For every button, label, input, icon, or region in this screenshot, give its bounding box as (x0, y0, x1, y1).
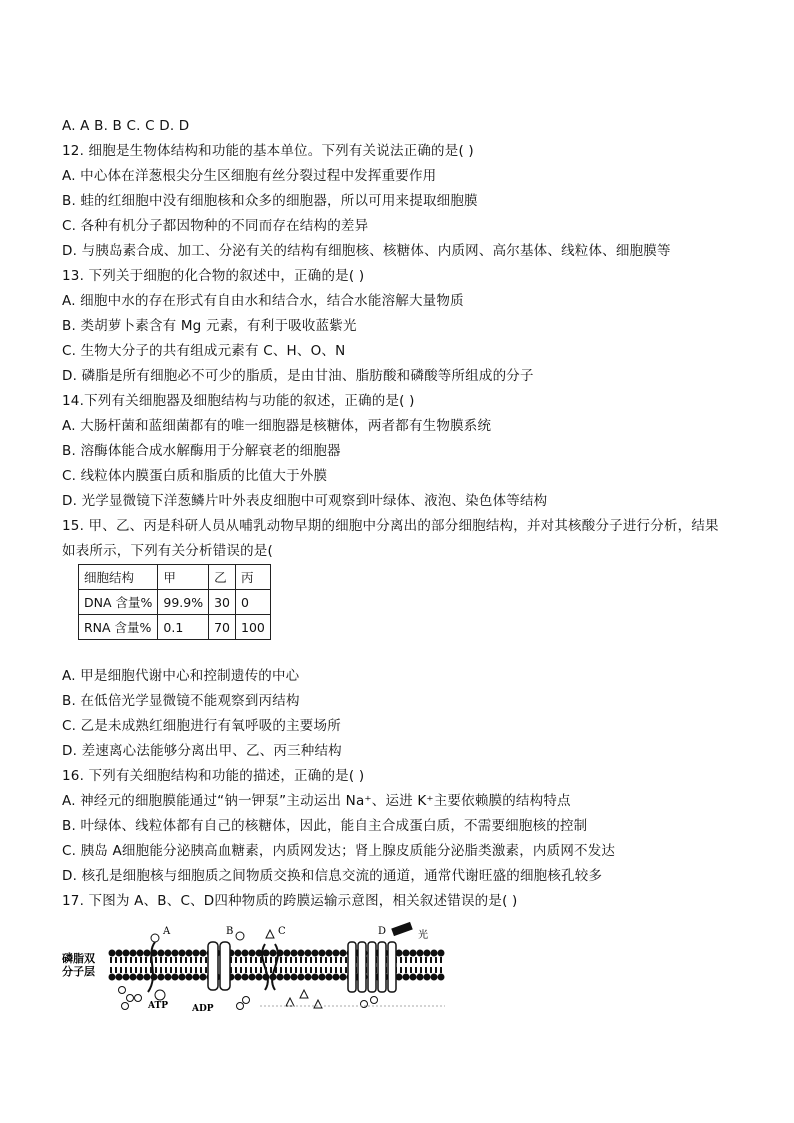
phospholipid-head (438, 974, 444, 980)
table-header-cell: 甲 (158, 565, 209, 590)
phospholipid-head (277, 974, 283, 980)
option-c: C. 各种有机分子都因物种的不同而存在结构的差异 (62, 218, 369, 234)
phospholipid-head (242, 950, 248, 956)
energy-circle (155, 990, 165, 1000)
phospholipid-head (137, 950, 143, 956)
molecule-b (237, 1003, 244, 1010)
channel-protein-b (208, 942, 218, 990)
membrane-transport-diagram (60, 920, 450, 1012)
phospholipid-head (172, 950, 178, 956)
question-15-cont: 如表所示，下列有关分析错误的是( (62, 543, 273, 559)
phospholipid-head (431, 950, 437, 956)
light-beam (391, 922, 413, 936)
option-b: B. 溶酶体能合成水解酶用于分解衰老的细胞器 (62, 443, 341, 459)
label-adp: ADP (192, 1004, 214, 1012)
phospholipid-head (186, 974, 192, 980)
table-header-cell: 细胞结构 (79, 565, 158, 590)
phospholipid-head (123, 974, 129, 980)
question-16: 16. 下列有关细胞结构和功能的描述，正确的是( ) (62, 768, 365, 784)
phospholipid-head (165, 950, 171, 956)
table-cell: 0.1 (158, 615, 209, 640)
membrane-label: 分子层 (62, 965, 95, 978)
question-13: 13. 下列关于细胞的化合物的叙述中，正确的是( ) (62, 268, 365, 284)
question-17: 17. 下图为 A、B、C、D四种物质的跨膜运输示意图，相关叙述错误的是( ) (62, 893, 518, 909)
molecule-c (286, 998, 294, 1006)
phospholipid-head (417, 950, 423, 956)
phospholipid-head (186, 950, 192, 956)
molecule-a (135, 995, 142, 1002)
molecule-b (243, 997, 250, 1004)
label-b: B (226, 926, 234, 937)
phospholipid-head (116, 974, 122, 980)
molecule-a (151, 934, 159, 942)
phospholipid-head (403, 974, 409, 980)
option-b: B. 蛙的红细胞中没有细胞核和众多的细胞器，所以可用来提取细胞膜 (62, 193, 478, 209)
text-line: A. A B. B C. C D. D (62, 118, 190, 134)
phospholipid-head (284, 974, 290, 980)
label-c: C (278, 926, 286, 937)
phospholipid-head (333, 950, 339, 956)
table-cell: DNA 含量% (79, 590, 158, 615)
phospholipid-head (424, 950, 430, 956)
molecule-b (236, 932, 244, 940)
phospholipid-head (256, 950, 262, 956)
phospholipid-head (396, 950, 402, 956)
molecule-c (314, 1000, 322, 1008)
phospholipid-head (319, 950, 325, 956)
phospholipid-head (326, 950, 332, 956)
option-a: A. 细胞中水的存在形式有自由水和结合水，结合水能溶解大量物质 (62, 293, 464, 309)
phospholipid-head (179, 974, 185, 980)
phospholipid-head (312, 950, 318, 956)
phospholipid-head (172, 974, 178, 980)
question-12: 12. 细胞是生物体结构和功能的基本单位。下列有关说法正确的是( ) (62, 143, 474, 159)
phospholipid-head (165, 974, 171, 980)
phospholipid-head (291, 950, 297, 956)
phospholipid-head (249, 950, 255, 956)
phospholipid-head (235, 974, 241, 980)
table-cell: 70 (209, 615, 236, 640)
phospholipid-head (144, 974, 150, 980)
table-cell: 100 (236, 615, 271, 640)
phospholipid-head (438, 950, 444, 956)
phospholipid-head (130, 974, 136, 980)
membrane-label: 磷脂双 (62, 952, 95, 965)
phospholipid-head (256, 974, 262, 980)
phospholipid-head (396, 974, 402, 980)
phospholipid-head (403, 950, 409, 956)
phospholipid-head (410, 974, 416, 980)
carrier-protein-a (148, 942, 155, 992)
phospholipid-head (284, 950, 290, 956)
label-d: D (378, 926, 387, 937)
phospholipid-head (109, 950, 115, 956)
option-a: A. 大肠杆菌和蓝细菌都有的唯一细胞器是核糖体，两者都有生物膜系统 (62, 418, 492, 434)
label-light: 光 (418, 930, 428, 941)
option-a: A. 神经元的细胞膜能通过“钠一钾泵”主动运出 Na⁺、运进 K⁺主要依赖膜的结构特点 (62, 793, 571, 809)
phospholipid-head (193, 950, 199, 956)
table-row (79, 590, 271, 615)
phospholipid-head (200, 950, 206, 956)
option-c: C. 胰岛 A细胞能分泌胰高血糖素，内质网发达；肾上腺皮质能分泌脂类激素，内质网不发达 (62, 843, 616, 859)
molecule-a (119, 987, 126, 994)
protein-complex-d (348, 942, 396, 992)
phospholipid-head (109, 974, 115, 980)
molecule-d (371, 997, 378, 1004)
table-cell: RNA 含量% (79, 615, 158, 640)
phospholipid-head (158, 974, 164, 980)
table-cell: 0 (236, 590, 271, 615)
option-d: D. 差速离心法能够分离出甲、乙、丙三种结构 (62, 743, 342, 759)
phospholipid-head (137, 974, 143, 980)
phospholipid-head (200, 974, 206, 980)
table-header-cell: 乙 (209, 565, 236, 590)
molecule-c (266, 930, 274, 938)
phospholipid-head (123, 950, 129, 956)
label-a: A (163, 926, 171, 937)
table-header-cell: 丙 (236, 565, 271, 590)
phospholipid-head (291, 974, 297, 980)
phospholipid-head (298, 950, 304, 956)
table-header-row (79, 565, 271, 590)
phospholipid-head (305, 974, 311, 980)
phospholipid-head (417, 974, 423, 980)
table-cell: 99.9% (158, 590, 209, 615)
option-c: C. 生物大分子的共有组成元素有 C、H、O、N (62, 343, 346, 359)
phospholipid-head (305, 950, 311, 956)
phospholipid-head (116, 950, 122, 956)
phospholipid-head (193, 974, 199, 980)
nucleic-acid-table (78, 564, 271, 640)
molecule-a (127, 995, 134, 1002)
option-d: D. 核孔是细胞核与细胞质之间物质交换和信息交流的通道，通常代谢旺盛的细胞核孔较多 (62, 868, 603, 884)
option-d: D. 光学显微镜下洋葱鳞片叶外表皮细胞中可观察到叶绿体、液泡、染色体等结构 (62, 493, 548, 509)
option-b: B. 类胡萝卜素含有 Mg 元素，有利于吸收蓝紫光 (62, 318, 357, 334)
molecule-c (300, 990, 308, 998)
phospholipid-head (312, 974, 318, 980)
phospholipid-head (130, 950, 136, 956)
phospholipid-head (424, 974, 430, 980)
phospholipid-head (158, 950, 164, 956)
phospholipid-head (270, 950, 276, 956)
phospholipid-head (333, 974, 339, 980)
phospholipid-head (179, 950, 185, 956)
question-15: 15. 甲、乙、丙是科研人员从哺乳动物早期的细胞中分离出的部分细胞结构，并对其核酸分子进行分析，结果 (62, 518, 719, 534)
table-cell: 30 (209, 590, 236, 615)
phospholipid-head (410, 950, 416, 956)
phospholipid-head (242, 974, 248, 980)
option-a: A. 中心体在洋葱根尖分生区细胞有丝分裂过程中发挥重要作用 (62, 168, 437, 184)
option-c: C. 线粒体内膜蛋白质和脂质的比值大于外膜 (62, 468, 328, 484)
phospholipid-head (319, 974, 325, 980)
phospholipid-head (263, 950, 269, 956)
option-b: B. 叶绿体、线粒体都有自己的核糖体，因此，能自主合成蛋白质，不需要细胞核的控制 (62, 818, 588, 834)
molecule-a (122, 1003, 129, 1010)
channel-protein-b (220, 942, 230, 990)
option-b: B. 在低倍光学显微镜不能观察到丙结构 (62, 693, 300, 709)
phospholipid-head (298, 974, 304, 980)
phospholipid-head (431, 974, 437, 980)
option-d: D. 磷脂是所有细胞必不可少的脂质，是由甘油、脂肪酸和磷酸等所组成的分子 (62, 368, 534, 384)
question-14: 14.下列有关细胞器及细胞结构与功能的叙述，正确的是( ) (62, 393, 415, 409)
phospholipid-head (340, 950, 346, 956)
option-d: D. 与胰岛素合成、加工、分泌有关的结构有细胞核、核糖体、内质网、高尔基体、线粒体、细胞膜等 (62, 243, 671, 259)
table-row (79, 615, 271, 640)
phospholipid-head (340, 974, 346, 980)
phospholipid-head (144, 950, 150, 956)
phospholipid-head (249, 974, 255, 980)
label-atp: ATP (148, 1001, 168, 1011)
phospholipid-head (235, 950, 241, 956)
option-a: A. 甲是细胞代谢中心和控制遗传的中心 (62, 668, 300, 684)
option-c: C. 乙是未成熟红细胞进行有氧呼吸的主要场所 (62, 718, 341, 734)
phospholipid-head (326, 974, 332, 980)
